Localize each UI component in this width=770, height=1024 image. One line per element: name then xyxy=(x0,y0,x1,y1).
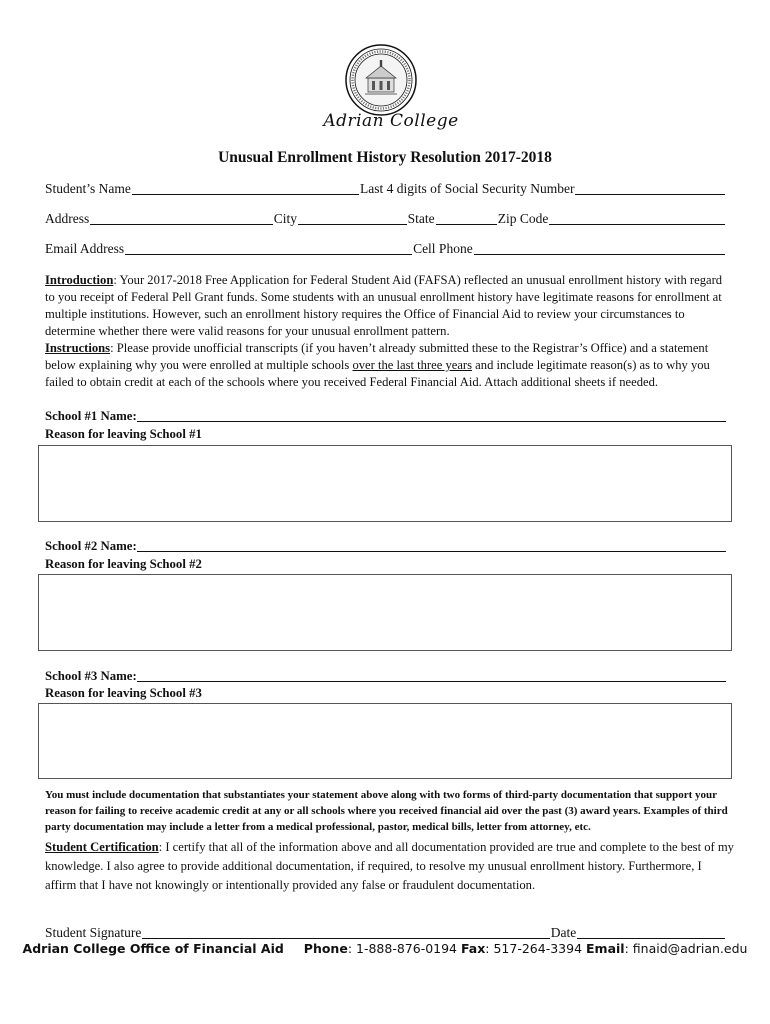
student-name-row xyxy=(45,181,726,197)
footer-email[interactable]: : finaid@adrian.edu xyxy=(624,941,748,956)
address-label: Address xyxy=(45,211,90,226)
ssn-label: Last 4 digits of Social Security Number xyxy=(360,181,575,196)
school-3-reason-box[interactable] xyxy=(38,703,732,779)
introduction-block xyxy=(45,272,727,391)
certification-heading: Student Certification xyxy=(45,840,159,854)
certification-text: : I certify that all of the information above and all documentation provided are true and complete to the best of my knowledge. I also agree to provide additional documentation, if required, to resolve my unusual enrollment history. Furthermore, I affirm that I have not knowingly or intentionally provided any false or fraudulent documentation. xyxy=(45,840,734,892)
certification-block xyxy=(45,838,735,895)
introduction-text: : Your 2017-2018 Free Application for Federal Student Aid (FAFSA) reflected an unusual enrollment history with regard to you receipt of Federal Pell Grant funds. Some students with an unusual enrollment history have legitimate reasons for enrollment at multiple institutions. However, such an enrollment history requires the Office of Financial Aid to review your circumstances to determine whether there were valid reasons for your unusual enrollment pattern. xyxy=(45,273,723,338)
state-field[interactable] xyxy=(436,212,497,225)
zip-field[interactable] xyxy=(549,212,725,225)
instructions-underlined: over the last three years xyxy=(352,358,473,372)
signature-field[interactable] xyxy=(142,926,549,939)
footer-phone-label: Phone xyxy=(303,941,348,956)
instructions-text: : Please provide unofficial transcripts (if you haven’t already submitted these to the Registrar’s Office) and a statement below explaining why you were enrolled at multiple schools xyxy=(45,341,709,372)
documentation-note: You must include documentation that substantiates your statement above along with two forms of third-party documentation that support your reason for failing to receive academic credit at any or all schools where you received financial aid over the past (3) award years. Examples of third party documentation may include a letter from a medical professional, pastor, medical bills, letter from attorney, etc. xyxy=(45,789,728,833)
footer-fax-label: Fax xyxy=(460,941,486,956)
footer-email-label: Email xyxy=(586,941,625,956)
school-1-name-label: School #1 Name: xyxy=(45,409,137,423)
school-2-name-field[interactable] xyxy=(137,539,726,552)
school-1-reason-label: Reason for leaving School #1 xyxy=(45,427,202,441)
college-seal-icon xyxy=(345,44,417,116)
instructions-heading: Instructions xyxy=(45,341,111,355)
footer-office: Adrian College Office of Financial Aid xyxy=(22,941,284,956)
school-2-reason-box[interactable] xyxy=(38,574,732,651)
city-label: City xyxy=(273,211,298,226)
date-field[interactable] xyxy=(577,926,725,939)
school-3-name-field[interactable] xyxy=(137,669,726,682)
cell-phone-field[interactable] xyxy=(474,242,725,255)
ssn-field[interactable] xyxy=(575,182,725,195)
school-3-reason-label: Reason for leaving School #3 xyxy=(45,686,202,700)
school-1-name-row xyxy=(45,409,726,424)
school-2-name-label: School #2 Name: xyxy=(45,539,137,553)
state-label: State xyxy=(407,211,435,226)
school-1-name-field[interactable] xyxy=(137,409,726,422)
address-row xyxy=(45,211,726,227)
email-label: Email Address xyxy=(45,241,125,256)
school-3-name-row xyxy=(45,669,726,684)
school-1-reason-box[interactable] xyxy=(38,445,732,522)
school-3-name-label: School #3 Name: xyxy=(45,669,137,683)
city-field[interactable] xyxy=(298,212,407,225)
school-2-name-row xyxy=(45,539,726,554)
college-wordmark: Adrian College xyxy=(323,111,459,131)
page-title: Unusual Enrollment History Resolution 2017-2018 xyxy=(218,149,552,166)
cell-phone-label: Cell Phone xyxy=(413,241,473,256)
school-2-reason-label: Reason for leaving School #2 xyxy=(45,557,202,571)
signature-row xyxy=(45,925,726,941)
footer-fax: : 517-264-3394 xyxy=(485,941,587,956)
student-name-label: Student’s Name xyxy=(45,181,131,196)
instructions-text-end: and include legitimate reason(s) as to why you failed to obtain credit at each of the schools where you received Federal Financial Aid. Attach additional sheets if needed. xyxy=(45,358,710,389)
student-name-field[interactable] xyxy=(132,182,359,195)
date-label: Date xyxy=(550,925,577,940)
signature-label: Student Signature xyxy=(45,925,142,940)
office-footer xyxy=(0,941,770,956)
address-field[interactable] xyxy=(90,212,273,225)
email-field[interactable] xyxy=(125,242,412,255)
zip-label: Zip Code xyxy=(497,211,549,226)
introduction-heading: Introduction xyxy=(45,273,114,287)
email-row xyxy=(45,241,726,257)
footer-phone: : 1-888-876-0194 xyxy=(347,941,461,956)
